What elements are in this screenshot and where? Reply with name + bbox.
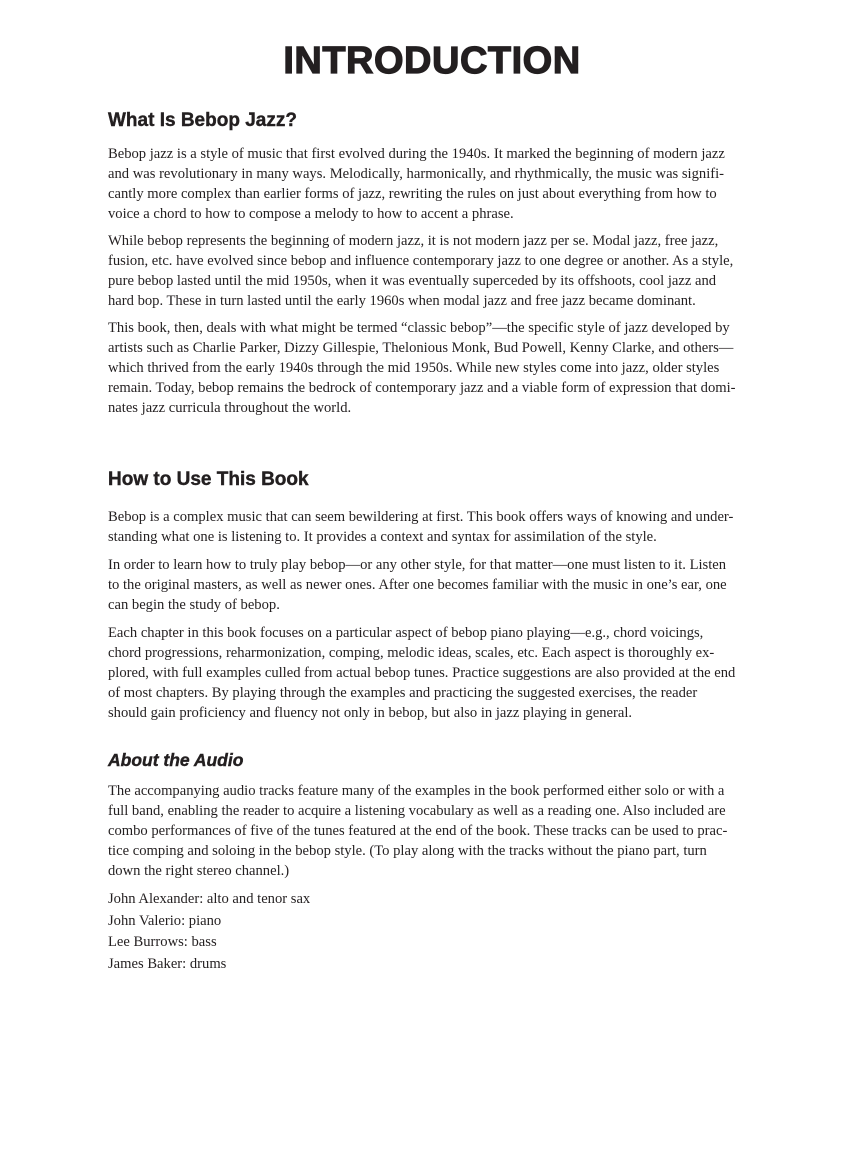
text-line: down the right stereo channel.) (108, 863, 290, 879)
text-line: and was revolutionary in many ways. Melodically, harmonically, and rhythmically, the music was signifi- (108, 166, 725, 182)
text-line: remain. Today, bebop remains the bedrock of contemporary jazz and a viable form of expression that domi- (108, 380, 736, 396)
text-line: While bebop represents the beginning of modern jazz, it is not modern jazz per se. Modal jazz, free jazz, (108, 233, 719, 249)
section-heading-how-to-use: How to Use This Book (108, 469, 309, 490)
text-line: voice a chord to how to compose a melody to how to accent a phrase. (108, 206, 514, 222)
text-line: Bebop is a complex music that can seem bewildering at first. This book offers ways of knowing and under- (108, 509, 734, 525)
text-line: tice comping and soloing in the bebop style. (To play along with the tracks without the piano part, turn (108, 843, 707, 859)
text-line: cantly more complex than earlier forms of jazz, rewriting the rules on just about everything from how to (108, 186, 717, 202)
text-line: combo performances of five of the tunes featured at the end of the book. These tracks can be used to prac- (108, 823, 728, 839)
text-line: can begin the study of bebop. (108, 597, 280, 613)
text-line: Bebop jazz is a style of music that first evolved during the 1940s. It marked the beginning of modern jazz (108, 146, 725, 162)
text-line: Each chapter in this book focuses on a particular aspect of bebop piano playing—e.g., chord voicings, (108, 625, 704, 641)
text-line: of most chapters. By playing through the examples and practicing the suggested exercises, the reader (108, 685, 698, 701)
credit-item: James Baker: drums (108, 955, 227, 972)
text-line: which thrived from the early 1940s through the mid 1950s. While new styles come into jazz, older styles (108, 360, 720, 376)
credit-item: Lee Burrows: bass (108, 934, 217, 951)
paragraph (108, 555, 768, 615)
paragraph (108, 318, 768, 418)
paragraph (108, 231, 768, 311)
text-line: plored, with full examples culled from actual bebop tunes. Practice suggestions are also provided at the end (108, 665, 736, 681)
text-line: artists such as Charlie Parker, Dizzy Gillespie, Thelonious Monk, Bud Powell, Kenny Clarke, and others— (108, 340, 734, 356)
text-line: pure bebop lasted until the mid 1950s, when it was eventually superceded by its offshoots, cool jazz and (108, 273, 717, 289)
text-line: to the original masters, as well as newer ones. After one becomes familiar with the music in one’s ear, one (108, 577, 727, 593)
paragraph (108, 144, 768, 224)
text-line: should gain proficiency and fluency not only in bebop, but also in jazz playing in general. (108, 705, 633, 721)
paragraph (108, 781, 768, 881)
text-line: full band, enabling the reader to acquire a listening vocabulary as well as a reading one. Also included are (108, 803, 726, 819)
text-line: nates jazz curricula throughout the world. (108, 400, 352, 416)
text-line: chord progressions, reharmonization, comping, melodic ideas, scales, etc. Each aspect is thoroughly ex- (108, 645, 715, 661)
section-heading-what-is-bebop: What Is Bebop Jazz? (108, 110, 297, 131)
text-line: hard bop. These in turn lasted until the early 1960s when modal jazz and free jazz became dominant. (108, 293, 696, 309)
page-title: INTRODUCTION (283, 40, 581, 82)
text-line: fusion, etc. have evolved since bebop and influence contemporary jazz to one degree or another. As a style, (108, 253, 734, 269)
credit-item: John Alexander: alto and tenor sax (108, 891, 311, 907)
subsection-heading-about-audio: About the Audio (108, 750, 244, 770)
paragraph (108, 507, 768, 547)
text-line: The accompanying audio tracks feature many of the examples in the book performed either solo or with a (108, 783, 725, 799)
text-line: This book, then, deals with what might be termed “classic bebop”—the specific style of jazz developed by (108, 320, 730, 336)
credits-list (108, 889, 768, 975)
text-line: In order to learn how to truly play bebop—or any other style, for that matter—one must listen to it. Listen (108, 557, 727, 573)
credit-item: John Valerio: piano (108, 912, 222, 929)
text-line: standing what one is listening to. It provides a context and syntax for assimilation of the style. (108, 529, 657, 545)
paragraph (108, 623, 768, 723)
